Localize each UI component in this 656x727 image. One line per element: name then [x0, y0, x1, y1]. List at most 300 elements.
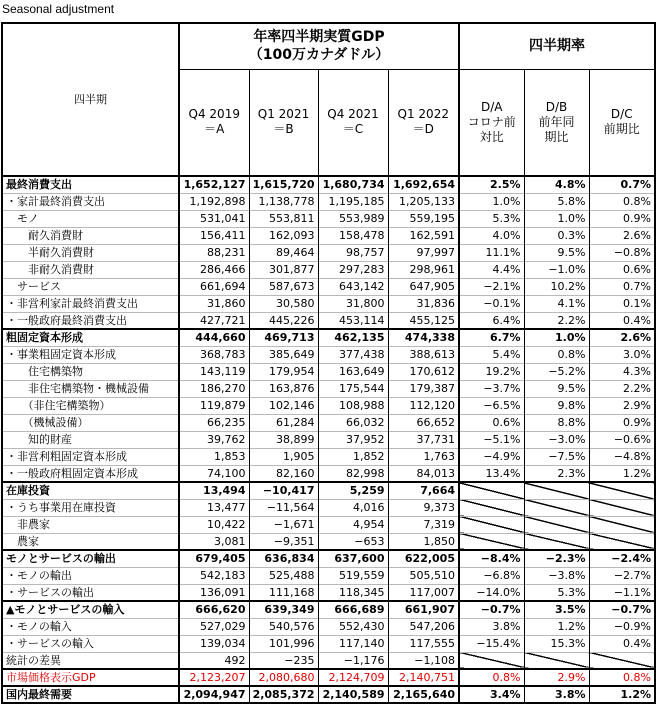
column-header-text: Q4 2019	[188, 107, 240, 122]
value-cell: 9,373	[388, 499, 459, 516]
ratio-cell: 0.3%	[524, 227, 589, 244]
hatched-cell	[459, 533, 524, 550]
value-cell: 117,555	[388, 635, 459, 652]
ratio-cell: 11.1%	[459, 244, 524, 261]
ratio-cell: 0.6%	[589, 261, 655, 278]
ratio-cell: 4.8%	[524, 176, 589, 193]
value-cell: 163,649	[318, 363, 388, 380]
ratio-header-text: D/C	[610, 107, 633, 122]
value-cell: 118,345	[318, 584, 388, 601]
hatched-cell	[459, 516, 524, 533]
row-label: ・家計最終消費支出	[2, 193, 179, 210]
hatched-cell	[459, 499, 524, 516]
hatched-cell	[589, 516, 655, 533]
value-cell: 66,652	[388, 414, 459, 431]
value-cell: 66,032	[318, 414, 388, 431]
value-cell: 519,559	[318, 567, 388, 584]
ratio-cell: 2.6%	[589, 227, 655, 244]
ratio-cell: 4.1%	[524, 295, 589, 312]
ratio-cell: 2.5%	[459, 176, 524, 193]
value-cell: 666,689	[318, 601, 388, 618]
value-cell: 82,160	[249, 465, 318, 482]
value-cell: 31,860	[179, 295, 249, 312]
ratio-cell: 5.3%	[524, 584, 589, 601]
value-cell: 1,138,778	[249, 193, 318, 210]
table-row	[2, 397, 655, 414]
value-cell: 186,270	[179, 380, 249, 397]
gdp-table	[1, 22, 656, 704]
value-cell: 2,123,207	[179, 669, 249, 686]
real-gdp-group-header	[179, 23, 459, 69]
value-cell: 1,205,133	[388, 193, 459, 210]
hatched-cell	[459, 482, 524, 499]
row-label: 国内最終需要	[2, 686, 179, 703]
ratio-cell: −6.5%	[459, 397, 524, 414]
value-cell: 531,041	[179, 210, 249, 227]
ratio-header-text: 前期比	[603, 122, 640, 137]
ratio-header-text: 期比	[544, 129, 569, 144]
value-cell: 37,731	[388, 431, 459, 448]
row-label: 農家	[2, 533, 179, 550]
ratio-cell: −3.8%	[524, 567, 589, 584]
row-label: 市場価格表示GDP	[2, 669, 179, 686]
row-label: ・一般政府粗固定資本形成	[2, 465, 179, 482]
value-cell: 547,206	[388, 618, 459, 635]
hatched-cell	[524, 482, 589, 499]
row-label: ・事業粗固定資本形成	[2, 346, 179, 363]
ratio-cell: 13.4%	[459, 465, 524, 482]
table-row	[2, 652, 655, 669]
ratio-header-text: コロナ前	[467, 114, 516, 129]
row-label: （非住宅構築物）	[2, 397, 179, 414]
ratio-header-text: 前年同	[538, 114, 575, 129]
table-row	[2, 295, 655, 312]
ratio-cell: 2.9%	[589, 397, 655, 414]
value-cell: 368,783	[179, 346, 249, 363]
ratio-cell: 2.9%	[524, 669, 589, 686]
sheet-caption: Seasonal adjustment	[2, 2, 115, 16]
ratio-cell: 1.0%	[459, 193, 524, 210]
ratio-cell: −0.9%	[589, 618, 655, 635]
value-cell: 84,013	[388, 465, 459, 482]
column-header-3	[318, 69, 388, 176]
row-label: 耐久消費財	[2, 227, 179, 244]
row-label: ・サービスの輸出	[2, 584, 179, 601]
row-label: 非住宅構築物・機械設備	[2, 380, 179, 397]
row-label: 半耐久消費財	[2, 244, 179, 261]
table-row	[2, 431, 655, 448]
column-header-text: Q1 2021	[257, 107, 310, 122]
ratio-cell: −4.8%	[589, 448, 655, 465]
hatched-cell	[589, 652, 655, 669]
ratio-cell: 5.8%	[524, 193, 589, 210]
table-row	[2, 533, 655, 550]
value-cell: 39,762	[179, 431, 249, 448]
ratio-cell: 1.0%	[524, 329, 589, 346]
value-cell: 636,834	[249, 550, 318, 567]
row-label: ・非営利家計最終消費支出	[2, 295, 179, 312]
row-label: ▲モノとサービスの輸入	[2, 601, 179, 618]
ratio-cell: 0.8%	[459, 669, 524, 686]
ratio-cell: −4.9%	[459, 448, 524, 465]
row-label: 在庫投資	[2, 482, 179, 499]
value-cell: 111,168	[249, 584, 318, 601]
ratio-cell: −3.7%	[459, 380, 524, 397]
hatched-cell	[589, 533, 655, 550]
value-cell: 462,135	[318, 329, 388, 346]
value-cell: 179,387	[388, 380, 459, 397]
hatched-cell	[524, 652, 589, 669]
hatched-cell	[589, 499, 655, 516]
value-cell: 97,997	[388, 244, 459, 261]
row-label: ・モノの輸入	[2, 618, 179, 635]
ratio-cell: 9.5%	[524, 244, 589, 261]
value-cell: 527,029	[179, 618, 249, 635]
value-cell: 2,094,947	[179, 686, 249, 703]
value-cell: 13,477	[179, 499, 249, 516]
value-cell: 1,615,720	[249, 176, 318, 193]
table-row	[2, 618, 655, 635]
table-row	[2, 669, 655, 686]
value-cell: 2,124,709	[318, 669, 388, 686]
value-cell: 88,231	[179, 244, 249, 261]
value-cell: 7,664	[388, 482, 459, 499]
value-cell: 1,652,127	[179, 176, 249, 193]
row-label: 住宅構築物	[2, 363, 179, 380]
value-cell: −10,417	[249, 482, 318, 499]
row-label: ・モノの輸出	[2, 567, 179, 584]
ratio-cell: 0.6%	[459, 414, 524, 431]
ratio-cell: −2.4%	[589, 550, 655, 567]
ratio-cell: 1.2%	[589, 686, 655, 703]
ratio-cell: 2.6%	[589, 329, 655, 346]
value-cell: 474,338	[388, 329, 459, 346]
value-cell: 139,034	[179, 635, 249, 652]
value-cell: 117,007	[388, 584, 459, 601]
ratio-cell: 5.4%	[459, 346, 524, 363]
column-header-4	[388, 69, 459, 176]
row-label: 統計の差異	[2, 652, 179, 669]
table-row	[2, 448, 655, 465]
value-cell: 2,080,680	[249, 669, 318, 686]
value-cell: 542,183	[179, 567, 249, 584]
value-cell: 170,612	[388, 363, 459, 380]
table-row	[2, 176, 655, 193]
value-cell: 286,466	[179, 261, 249, 278]
value-cell: 119,879	[179, 397, 249, 414]
ratio-cell: −1.1%	[589, 584, 655, 601]
value-cell: 1,195,185	[318, 193, 388, 210]
ratio-cell: 0.7%	[589, 278, 655, 295]
value-cell: 1,850	[388, 533, 459, 550]
value-cell: 163,876	[249, 380, 318, 397]
ratio-cell: 6.4%	[459, 312, 524, 329]
ratio-cell: −6.8%	[459, 567, 524, 584]
ratio-cell: 0.7%	[589, 176, 655, 193]
row-label: 非農家	[2, 516, 179, 533]
row-label: 非耐久消費財	[2, 261, 179, 278]
column-header-2	[249, 69, 318, 176]
row-label: 最終消費支出	[2, 176, 179, 193]
ratio-cell: −14.0%	[459, 584, 524, 601]
value-cell: 679,405	[179, 550, 249, 567]
value-cell: 647,905	[388, 278, 459, 295]
table-row	[2, 499, 655, 516]
value-cell: 179,954	[249, 363, 318, 380]
value-cell: 622,005	[388, 550, 459, 567]
column-header-text: ＝B	[273, 122, 294, 137]
value-cell: 1,192,898	[179, 193, 249, 210]
ratio-cell: 3.0%	[589, 346, 655, 363]
table-row	[2, 329, 655, 346]
value-cell: 4,016	[318, 499, 388, 516]
value-cell: 1,905	[249, 448, 318, 465]
hatched-cell	[524, 499, 589, 516]
value-cell: 117,140	[318, 635, 388, 652]
value-cell: −235	[249, 652, 318, 669]
ratio-cell: 9.8%	[524, 397, 589, 414]
value-cell: 552,430	[318, 618, 388, 635]
row-label: ・うち事業用在庫投資	[2, 499, 179, 516]
ratio-cell: −15.4%	[459, 635, 524, 652]
column-header-text: Q4 2021	[327, 107, 379, 122]
value-cell: 61,284	[249, 414, 318, 431]
value-cell: 525,488	[249, 567, 318, 584]
value-cell: 2,085,372	[249, 686, 318, 703]
value-cell: 156,411	[179, 227, 249, 244]
row-label: ・サービスの輸入	[2, 635, 179, 652]
value-cell: −1,671	[249, 516, 318, 533]
value-cell: 298,961	[388, 261, 459, 278]
table-row	[2, 584, 655, 601]
ratio-cell: −8.4%	[459, 550, 524, 567]
table-row	[2, 210, 655, 227]
ratio-cell: 15.3%	[524, 635, 589, 652]
ratio-cell: −3.0%	[524, 431, 589, 448]
value-cell: 1,852	[318, 448, 388, 465]
ratio-cell: 0.9%	[589, 414, 655, 431]
value-cell: 98,757	[318, 244, 388, 261]
table-row	[2, 516, 655, 533]
real-gdp-title: 年率四半期実質GDP	[253, 29, 385, 46]
value-cell: 492	[179, 652, 249, 669]
value-cell: −1,108	[388, 652, 459, 669]
value-cell: 66,235	[179, 414, 249, 431]
value-cell: 540,576	[249, 618, 318, 635]
ratio-cell: 8.8%	[524, 414, 589, 431]
value-cell: 112,120	[388, 397, 459, 414]
value-cell: 453,114	[318, 312, 388, 329]
row-label: 知的財産	[2, 431, 179, 448]
value-cell: 666,620	[179, 601, 249, 618]
table-row	[2, 278, 655, 295]
ratio-cell: −2.3%	[524, 550, 589, 567]
table-row	[2, 380, 655, 397]
ratio-header-1	[459, 69, 524, 176]
column-header-text: ＝C	[342, 122, 364, 137]
hatched-cell	[459, 652, 524, 669]
real-gdp-unit: （100万カナダドル）	[248, 47, 390, 64]
ratio-cell: 2.3%	[524, 465, 589, 482]
value-cell: 2,140,751	[388, 669, 459, 686]
ratio-cell: −5.1%	[459, 431, 524, 448]
value-cell: 385,649	[249, 346, 318, 363]
value-cell: 31,836	[388, 295, 459, 312]
ratio-cell: −0.8%	[589, 244, 655, 261]
value-cell: 5,259	[318, 482, 388, 499]
value-cell: 469,713	[249, 329, 318, 346]
ratio-cell: 3.8%	[459, 618, 524, 635]
row-label: ・一般政府最終消費支出	[2, 312, 179, 329]
row-label: サービス	[2, 278, 179, 295]
ratio-cell: −7.5%	[524, 448, 589, 465]
value-cell: 637,600	[318, 550, 388, 567]
ratio-cell: 1.2%	[524, 618, 589, 635]
value-cell: 444,660	[179, 329, 249, 346]
ratio-cell: 4.3%	[589, 363, 655, 380]
ratio-cell: 0.8%	[524, 346, 589, 363]
value-cell: 559,195	[388, 210, 459, 227]
ratio-cell: 1.2%	[589, 465, 655, 482]
value-cell: 136,091	[179, 584, 249, 601]
value-cell: 13,494	[179, 482, 249, 499]
value-cell: 37,952	[318, 431, 388, 448]
ratio-cell: 0.8%	[589, 193, 655, 210]
value-cell: 1,680,734	[318, 176, 388, 193]
value-cell: 108,988	[318, 397, 388, 414]
table-row	[2, 193, 655, 210]
column-header-text: ＝D	[412, 122, 434, 137]
value-cell: 639,349	[249, 601, 318, 618]
value-cell: 31,800	[318, 295, 388, 312]
value-cell: 427,721	[179, 312, 249, 329]
ratio-cell: 4.4%	[459, 261, 524, 278]
table-row	[2, 686, 655, 703]
table-row	[2, 261, 655, 278]
value-cell: 301,877	[249, 261, 318, 278]
ratio-cell: 5.3%	[459, 210, 524, 227]
ratio-cell: 0.9%	[589, 210, 655, 227]
value-cell: 74,100	[179, 465, 249, 482]
row-label: モノ	[2, 210, 179, 227]
ratio-cell: 19.2%	[459, 363, 524, 380]
row-label: （機械設備）	[2, 414, 179, 431]
hatched-cell	[589, 482, 655, 499]
table-row	[2, 244, 655, 261]
table-row	[2, 482, 655, 499]
ratio-cell: 4.0%	[459, 227, 524, 244]
ratio-cell: −2.7%	[589, 567, 655, 584]
ratio-cell: 0.4%	[589, 312, 655, 329]
table-row	[2, 312, 655, 329]
value-cell: 388,613	[388, 346, 459, 363]
ratio-header-3	[589, 69, 655, 176]
value-cell: 587,673	[249, 278, 318, 295]
table-row	[2, 567, 655, 584]
row-label: 粗固定資本形成	[2, 329, 179, 346]
ratio-header-2	[524, 69, 589, 176]
ratio-cell: 6.7%	[459, 329, 524, 346]
column-header-text: Q1 2022	[397, 107, 449, 122]
row-label: モノとサービスの輸出	[2, 550, 179, 567]
value-cell: 553,811	[249, 210, 318, 227]
ratio-header-text: D/A	[481, 99, 503, 114]
ratio-cell: 0.1%	[589, 295, 655, 312]
value-cell: 1,692,654	[388, 176, 459, 193]
value-cell: 445,226	[249, 312, 318, 329]
ratio-cell: 3.4%	[459, 686, 524, 703]
value-cell: 2,140,589	[318, 686, 388, 703]
ratio-cell: 2.2%	[524, 312, 589, 329]
ratio-cell: 10.2%	[524, 278, 589, 295]
value-cell: 102,146	[249, 397, 318, 414]
row-label: ・非営利粗固定資本形成	[2, 448, 179, 465]
table-row	[2, 635, 655, 652]
ratio-cell: 9.5%	[524, 380, 589, 397]
quarter-header: 四半期	[2, 23, 179, 176]
ratio-cell: 0.4%	[589, 635, 655, 652]
value-cell: −653	[318, 533, 388, 550]
value-cell: 297,283	[318, 261, 388, 278]
ratio-cell: −1.0%	[524, 261, 589, 278]
value-cell: 643,142	[318, 278, 388, 295]
table-row	[2, 346, 655, 363]
value-cell: 101,996	[249, 635, 318, 652]
hatched-cell	[524, 516, 589, 533]
ratio-header-text: 対比	[479, 129, 504, 144]
column-header-text: ＝A	[204, 122, 225, 137]
column-header-1	[179, 69, 249, 176]
ratio-cell: −0.7%	[589, 601, 655, 618]
quarter-ratio-group-header: 四半期率	[459, 23, 655, 69]
value-cell: 553,989	[318, 210, 388, 227]
value-cell: 30,580	[249, 295, 318, 312]
value-cell: 1,763	[388, 448, 459, 465]
value-cell: 455,125	[388, 312, 459, 329]
value-cell: 4,954	[318, 516, 388, 533]
value-cell: 661,907	[388, 601, 459, 618]
value-cell: 175,544	[318, 380, 388, 397]
value-cell: 3,081	[179, 533, 249, 550]
table-row	[2, 601, 655, 618]
value-cell: 143,119	[179, 363, 249, 380]
table-row	[2, 363, 655, 380]
ratio-cell: −0.6%	[589, 431, 655, 448]
table-row	[2, 550, 655, 567]
table-row	[2, 465, 655, 482]
value-cell: 10,422	[179, 516, 249, 533]
value-cell: −11,564	[249, 499, 318, 516]
value-cell: 162,093	[249, 227, 318, 244]
hatched-cell	[524, 533, 589, 550]
ratio-header-text: D/B	[545, 99, 568, 114]
ratio-cell: −5.2%	[524, 363, 589, 380]
table-row	[2, 414, 655, 431]
ratio-cell: 0.8%	[589, 669, 655, 686]
value-cell: 2,165,640	[388, 686, 459, 703]
value-cell: 505,510	[388, 567, 459, 584]
ratio-cell: 2.2%	[589, 380, 655, 397]
value-cell: 7,319	[388, 516, 459, 533]
value-cell: 158,478	[318, 227, 388, 244]
value-cell: 1,853	[179, 448, 249, 465]
value-cell: −1,176	[318, 652, 388, 669]
value-cell: 89,464	[249, 244, 318, 261]
ratio-cell: 3.5%	[524, 601, 589, 618]
value-cell: 38,899	[249, 431, 318, 448]
value-cell: 162,591	[388, 227, 459, 244]
value-cell: 82,998	[318, 465, 388, 482]
